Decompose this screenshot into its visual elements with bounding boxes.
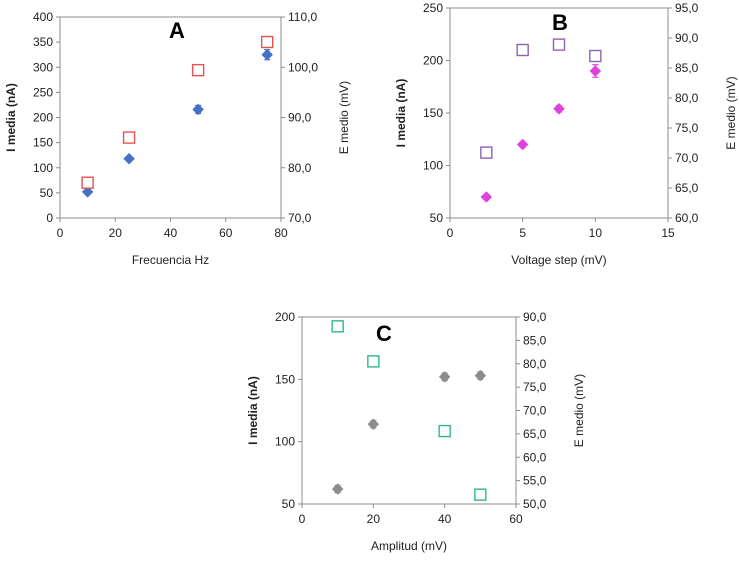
panel-c-y2-tick-label: 50,0 (523, 497, 547, 511)
panel-b-potential-point (590, 51, 601, 62)
panel-b-x-tick-label: 15 (661, 226, 675, 240)
panel-a-y-tick-label: 250 (32, 85, 53, 100)
panel-a-x-axis-title: Frecuencia Hz (131, 253, 210, 267)
panel-a-y-tick-label: 350 (32, 35, 53, 50)
panel-c-letter: C (376, 321, 392, 346)
panel-a-potential-point (124, 132, 135, 143)
panel-a-potential-point (262, 37, 273, 48)
panel-c-y2-tick-label: 75,0 (523, 380, 547, 395)
panel-c-potential-point (332, 321, 343, 332)
panel-b-x-tick-label: 5 (519, 226, 527, 240)
panel-a-current-point (193, 104, 204, 115)
panel-a-y-tick-label: 50 (39, 185, 53, 200)
panel-c-y-tick-label: 50 (281, 497, 295, 511)
panel-b-current-point (554, 103, 565, 114)
panel-c-y-tick-label: 200 (274, 310, 295, 324)
panel-b-y-tick-label: 100 (422, 158, 443, 173)
panel-c-potential-point (439, 426, 450, 437)
panel-a-y2-tick-label: 100,0 (288, 60, 319, 75)
panel-b-x-axis-title: Voltage step (mV) (511, 253, 607, 267)
panel-c-x-tick-label: 0 (298, 512, 306, 526)
panel-b-y2-tick-label: 60,0 (675, 211, 699, 225)
panel-a-letter: A (169, 18, 185, 43)
panel-a-y2-tick-label: 80,0 (288, 160, 312, 175)
panel-b-y2-tick-label: 75,0 (675, 121, 699, 135)
panel-a-y-tick-label: 0 (46, 211, 53, 225)
panel-b-current-point (481, 192, 492, 203)
panel-b-current-point (590, 66, 601, 77)
panel-b-current-point (517, 139, 528, 150)
panel-c-y2-tick-label: 60,0 (523, 450, 547, 465)
panel-a-x-tick-label: 60 (219, 226, 233, 240)
panel-c-y2-tick-label: 70,0 (523, 403, 547, 418)
panel-b-potential-point (481, 147, 492, 158)
panel-a-current-point (124, 153, 135, 164)
panel-a-y2-tick-label: 90,0 (288, 110, 312, 125)
panel-c-y2-tick-label: 65,0 (523, 426, 547, 441)
panel-b-y-tick-label: 150 (422, 106, 443, 120)
panel-b-y2-tick-label: 65,0 (675, 181, 699, 195)
panel-b-y2-tick-label: 90,0 (675, 31, 699, 45)
panel-a-y2-axis-title: E medio (mV) (337, 80, 351, 155)
panel-a-y-axis-title: I media (nA) (4, 83, 18, 152)
panel-b-potential-point (554, 39, 565, 50)
panel-c-plot-frame (302, 317, 516, 504)
panel-a-potential-point (193, 65, 204, 76)
panel-a-y-tick-label: 150 (32, 135, 53, 150)
panel-c-current-point (439, 371, 450, 382)
panel-c-x-tick-label: 60 (509, 512, 523, 526)
panel-b-letter: B (552, 10, 568, 35)
panel-b-y-tick-label: 50 (429, 211, 443, 225)
panel-b-y-tick-label: 250 (422, 1, 443, 15)
panel-a-y-tick-label: 300 (32, 60, 53, 75)
panel-a-y2-tick-label: 110,0 (288, 10, 318, 24)
panel-c-potential-point (475, 489, 486, 500)
panel-c-x-tick-label: 20 (366, 512, 381, 526)
panel-c-current-point (332, 484, 343, 495)
panel-c-y2-tick-label: 80,0 (523, 356, 547, 371)
panel-b-y2-tick-label: 95,0 (675, 1, 699, 15)
panel-a-x-tick-label: 40 (163, 226, 178, 240)
panel-b-potential-point (517, 45, 528, 56)
panel-a-y2-tick-label: 70,0 (288, 211, 312, 225)
panel-c-y2-tick-label: 55,0 (523, 473, 547, 488)
panel-b-x-tick-label: 10 (588, 226, 603, 240)
panel-c-y2-axis-title: E medio (mV) (572, 373, 586, 448)
panel-c-y-axis-title: I media (nA) (246, 376, 260, 445)
panel-b-y2-axis-title: E medio (mV) (724, 76, 738, 150)
panel-b-y-tick-label: 200 (422, 53, 443, 68)
panel-b-y-axis-title: I media (nA) (394, 78, 408, 148)
panel-b-x-tick-label: 0 (446, 226, 454, 240)
panel-a-y-tick-label: 400 (32, 10, 53, 24)
panel-c-potential-point (368, 356, 379, 367)
panel-a-x-tick-label: 20 (108, 226, 122, 240)
panel-b-y2-tick-label: 80,0 (675, 91, 699, 105)
panel-a-x-tick-label: 80 (274, 226, 288, 240)
panel-a-current-point (262, 49, 273, 60)
panel-c-y-tick-label: 150 (274, 372, 295, 387)
panel-a-y-tick-label: 200 (32, 110, 53, 125)
panel-c-y-tick-label: 100 (274, 434, 295, 449)
panel-a-x-tick-label: 0 (56, 226, 64, 240)
panel-b-y2-tick-label: 70,0 (675, 151, 699, 165)
panel-c-current-point (368, 419, 379, 430)
panel-c-x-axis-title: Amplitud (mV) (370, 539, 448, 553)
panel-c-current-point (475, 370, 486, 381)
panel-a-y-tick-label: 100 (32, 160, 53, 175)
panel-c-y2-tick-label: 90,0 (523, 310, 547, 324)
panel-a-potential-point (82, 177, 93, 188)
panel-b-y2-tick-label: 85,0 (675, 61, 699, 75)
panel-c-y2-tick-label: 85,0 (523, 333, 547, 348)
panel-c-x-tick-label: 40 (437, 512, 452, 526)
